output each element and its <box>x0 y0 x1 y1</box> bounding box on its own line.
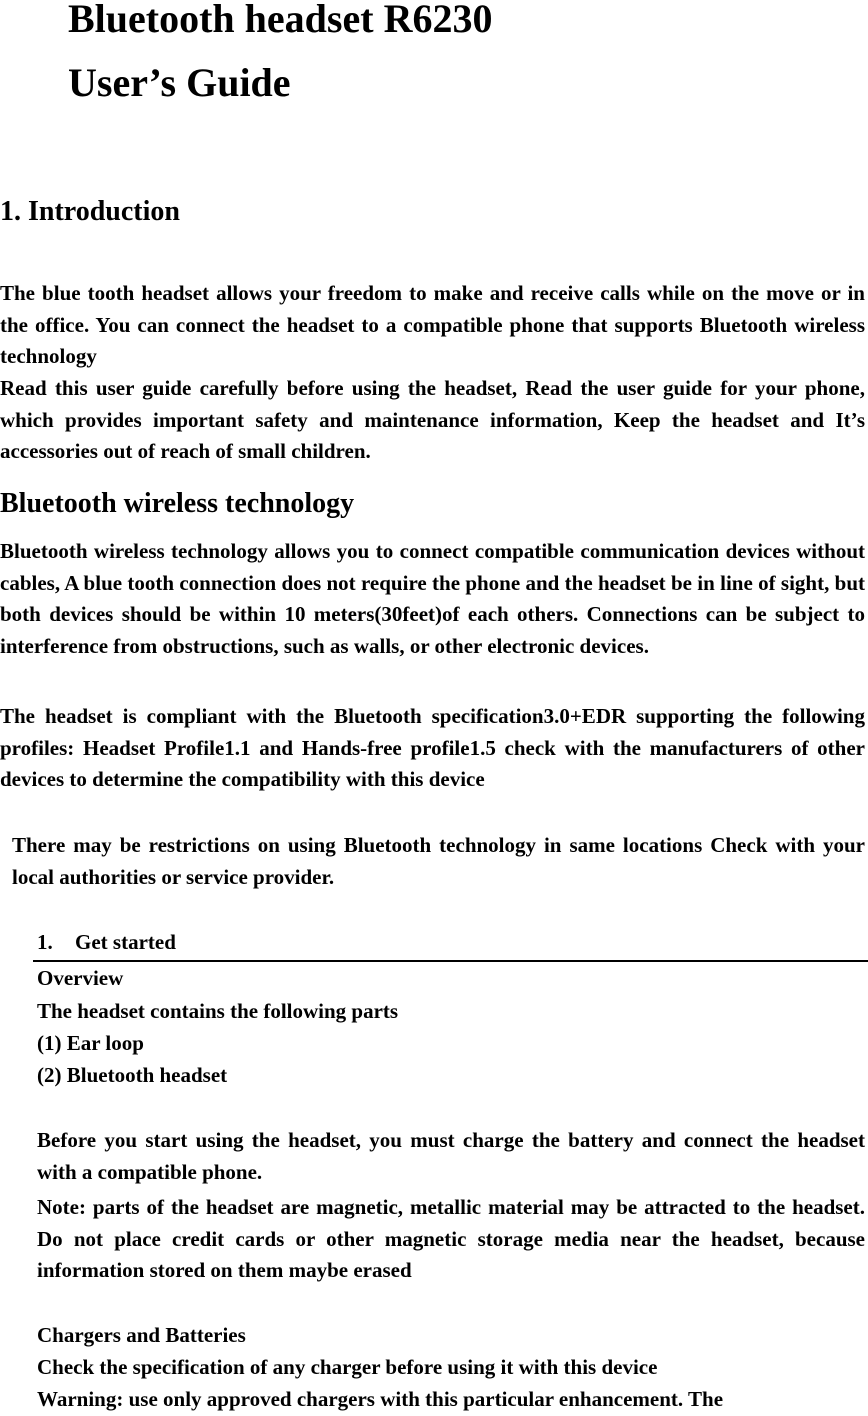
introduction-heading: 1. Introduction <box>0 196 180 227</box>
document-title: Bluetooth headset R6230 <box>68 0 493 41</box>
section-number: 1. <box>37 930 53 954</box>
introduction-paragraph-2: Read this user guide carefully before using the headset, Read the user guide for your phone, which provides important safety and maintenance information, Keep the headset and It’s accessories out of reach of small children. <box>0 376 865 463</box>
section-divider <box>33 960 868 962</box>
bluetooth-paragraph-3: There may be restrictions on using Bluetooth technology in same locations Check with your local authorities or service provider. <box>12 833 865 889</box>
parts-list-item: (2) Bluetooth headset <box>37 1063 228 1087</box>
bluetooth-heading: Bluetooth wireless technology <box>0 488 355 519</box>
introduction-paragraph-1: The blue tooth headset allows your freedom to make and receive calls while on the move or in the office. You can connect the headset to a compatible phone that supports Bluetooth wireless technology <box>0 281 865 368</box>
charge-note: Before you start using the headset, you must charge the battery and connect the headset with a compatible phone. <box>37 1128 865 1184</box>
section-title: Get started <box>75 930 176 954</box>
bluetooth-paragraph-2: The headset is compliant with the Bluetooth specification3.0+EDR supporting the following profiles: Headset Profile1.1 and Hands-free profile1.5 check with the manufacturers of other devices to determine the compatibility with this device <box>0 704 865 791</box>
chargers-heading: Chargers and Batteries <box>37 1323 246 1347</box>
chargers-check: Check the specification of any charger before using it with this device <box>37 1355 658 1379</box>
parts-intro: The headset contains the following parts <box>37 999 399 1023</box>
chargers-warning: Warning: use only approved chargers with this particular enhancement. The <box>37 1387 724 1411</box>
document-subtitle: User’s Guide <box>68 60 291 105</box>
overview-label: Overview <box>37 966 124 990</box>
bluetooth-paragraph-1: Bluetooth wireless technology allows you to connect compatible communication devices without cables, A blue tooth connection does not require the phone and the headset be in line of sight, but both devices should be within 10 meters(30feet)of each others. Connections can be subject to interference from obstructions, such as walls, or other electronic devices. <box>0 539 865 658</box>
parts-list-item: (1) Ear loop <box>37 1031 144 1055</box>
magnetic-note: Note: parts of the headset are magnetic, metallic material may be attracted to the headset. Do not place credit cards or other magnetic storage media near the headset, because information stored on them maybe erased <box>37 1195 865 1282</box>
get-started-heading <box>37 927 176 959</box>
